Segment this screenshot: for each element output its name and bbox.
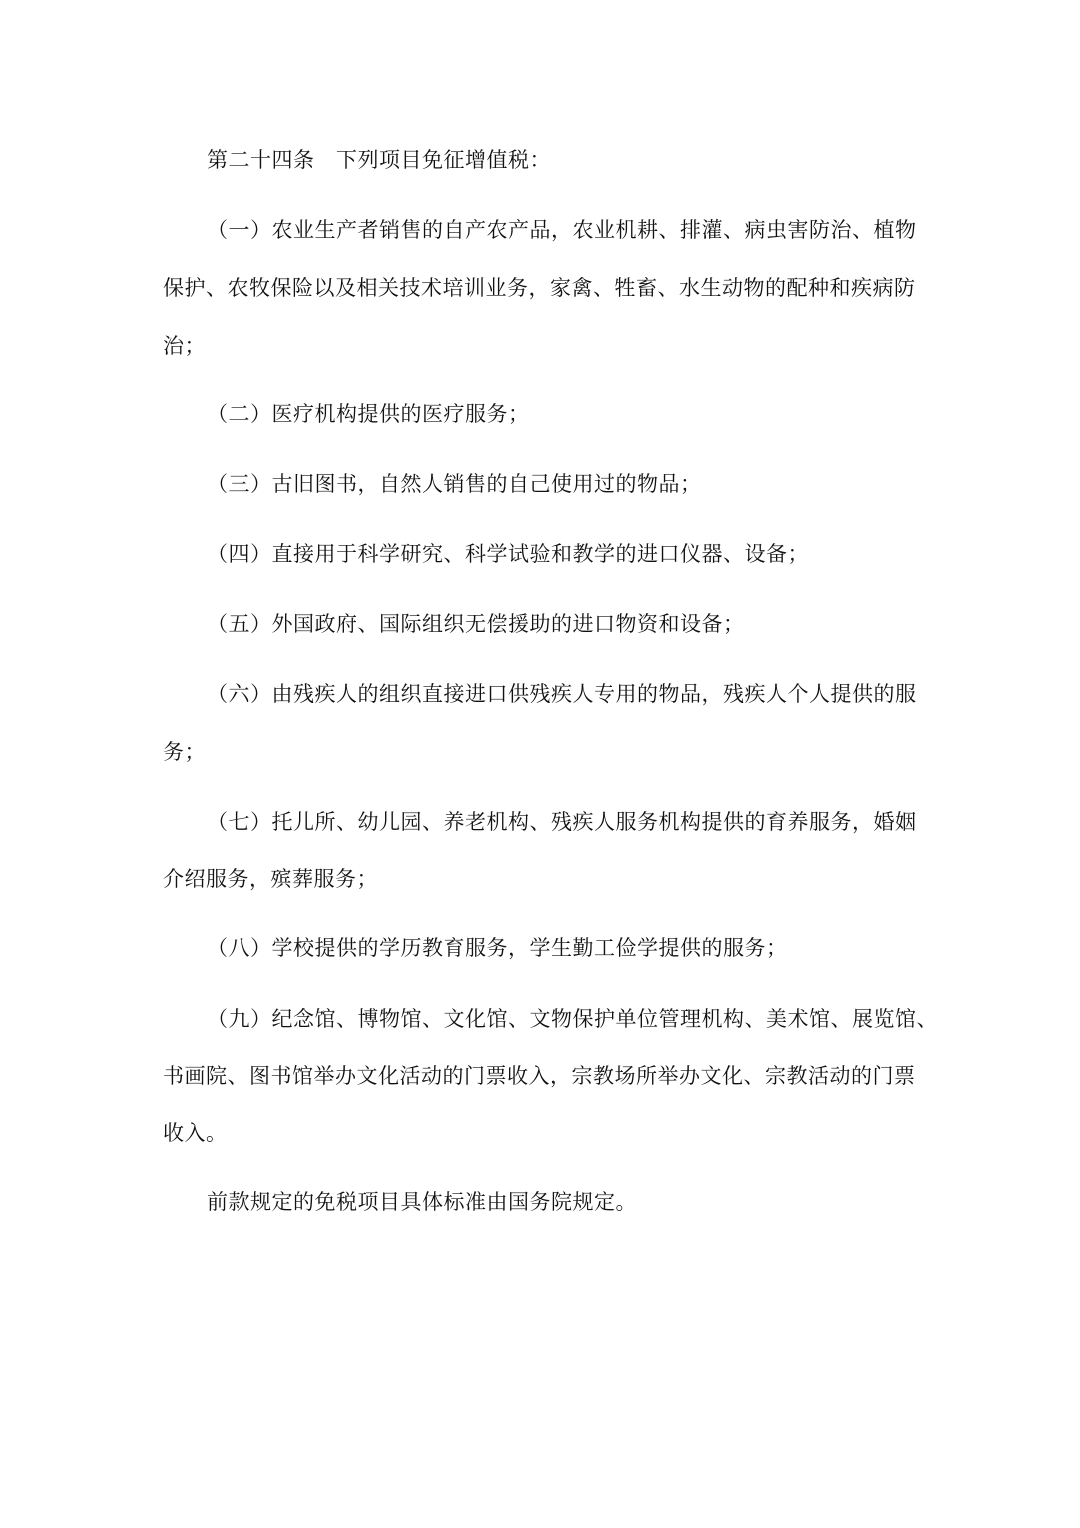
item-1-line-2: 保护、农牧保险以及相关技术培训业务，家禽、牲畜、水生动物的配种和疾病防 — [163, 276, 916, 300]
item-2-line-1: （二）医疗机构提供的医疗服务； — [207, 402, 530, 426]
item-6-line-2: 务； — [163, 740, 206, 764]
item-7-line-2: 介绍服务，殡葬服务； — [163, 867, 378, 891]
item-1-line-3: 治； — [163, 334, 206, 358]
item-1-line-1: （一）农业生产者销售的自产农产品，农业机耕、排灌、病虫害防治、植物 — [207, 218, 917, 242]
item-9-line-2: 书画院、图书馆举办文化活动的门票收入，宗教场所举办文化、宗教活动的门票 — [163, 1064, 916, 1088]
item-5-line-1: （五）外国政府、国际组织无偿援助的进口物资和设备； — [207, 612, 745, 636]
article-heading: 第二十四条 下列项目免征增值税： — [207, 148, 551, 172]
item-3-line-1: （三）古旧图书，自然人销售的自己使用过的物品； — [207, 472, 702, 496]
item-8-line-1: （八）学校提供的学历教育服务，学生勤工俭学提供的服务； — [207, 936, 788, 960]
item-9-line-1: （九）纪念馆、博物馆、文化馆、文物保护单位管理机构、美术馆、展览馆、 — [207, 1007, 938, 1031]
item-7-line-1: （七）托儿所、幼儿园、养老机构、残疾人服务机构提供的育养服务，婚姻 — [207, 810, 917, 834]
item-9-line-3: 收入。 — [163, 1121, 228, 1145]
item-6-line-1: （六）由残疾人的组织直接进口供残疾人专用的物品，残疾人个人提供的服 — [207, 682, 917, 706]
closing-paragraph: 前款规定的免税项目具体标准由国务院规定。 — [207, 1190, 637, 1214]
item-4-line-1: （四）直接用于科学研究、科学试验和教学的进口仪器、设备； — [207, 542, 809, 566]
